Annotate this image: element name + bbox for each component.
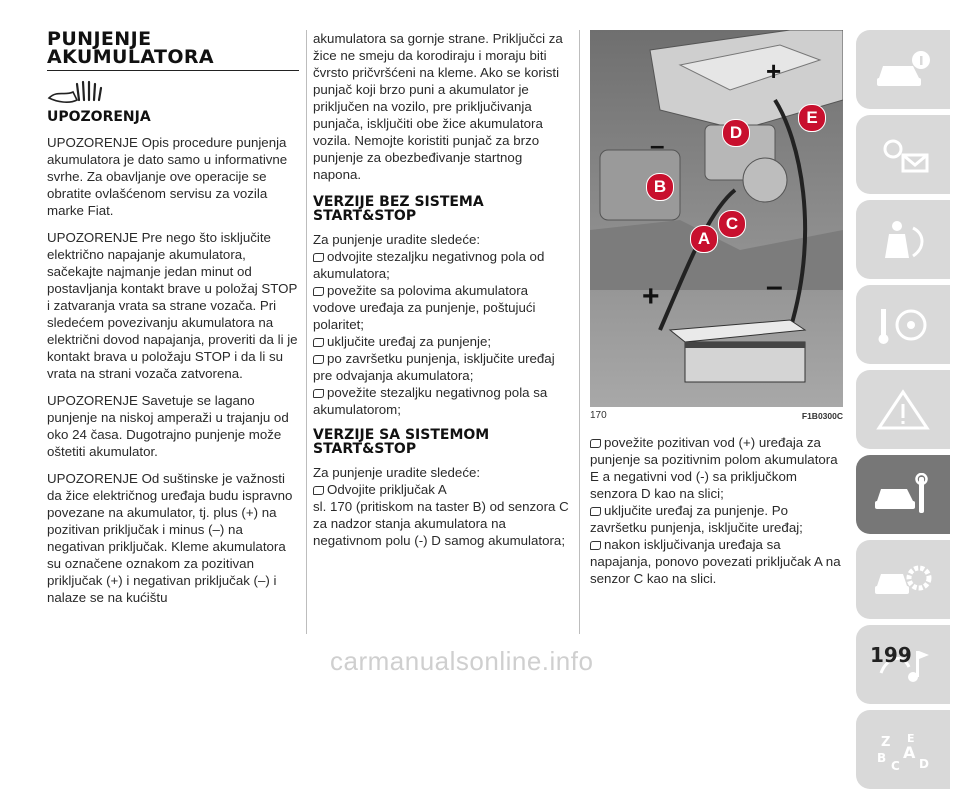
plus-sign: +: [642, 280, 660, 313]
svg-text:A: A: [903, 742, 916, 762]
intro-with-start-stop: Za punjenje uradite sledeće:: [313, 465, 481, 480]
bullet-icon: [313, 253, 324, 262]
chapter-tabs: [856, 30, 950, 795]
tab-car-wrench[interactable]: [856, 455, 950, 534]
steps-with-start-stop: [590, 434, 843, 587]
list-item: povežite stezaljku negativnog pola sa akumulatorom;: [313, 385, 548, 417]
figure-code: F1B0300C: [801, 411, 843, 421]
list-item: uključite uređaj za punjenje;: [313, 333, 571, 350]
page-title: PUNJENJE AKUMULATORA: [47, 30, 299, 71]
car-info-icon: [873, 48, 933, 92]
car-wrench-icon: [873, 473, 933, 517]
warning-hand-icon: [47, 78, 111, 104]
svg-text:C: C: [891, 758, 900, 772]
svg-text:Z: Z: [881, 734, 891, 750]
column-divider-1: [306, 30, 307, 634]
warnings-heading: UPOZORENJA: [47, 109, 151, 125]
small-minus-sign: –: [650, 130, 665, 160]
left-column: [47, 30, 299, 606]
list-item: povežite pozitivan vod (+) uređaja za punjenje sa pozitivnim polom akumulatora E a negativni vod (-) sa priključkom senzora D kao na slici;: [590, 435, 838, 501]
bullet-icon: [313, 486, 324, 495]
engine-bay-illustration: [590, 30, 843, 407]
list-item: odvojite stezaljku negativnog pola od akumulatora;: [313, 249, 545, 281]
intro-without-start-stop: Za punjenje uradite sledeće:: [313, 232, 481, 247]
section-heading-with-start-stop: VERZIJE SA SISTEMOM START&STOP: [313, 427, 490, 457]
page-number: 199: [870, 643, 912, 667]
battery-charging-figure: [590, 30, 843, 407]
list-item: povežite sa polovima akumulatora vodove uređaja za punjenje, poštujući polaritet;: [313, 283, 536, 332]
tab-car-info[interactable]: [856, 30, 950, 109]
list-item: po završetku punjenja, isključite uređaj pre odvajanja akumulatora;: [313, 351, 555, 383]
bullet-icon: [313, 287, 324, 296]
bullet-icon: [313, 338, 324, 347]
watermark: carmanualsonline.info: [330, 646, 594, 676]
figure-number: 170: [590, 410, 607, 421]
bullet-icon: [590, 439, 601, 448]
warning-paragraph-3: UPOZORENJE Savetuje se lagano punjenje na niskoj amperaži u trajanju od oko 24 časa. Dugotrajno punjenje može oštetiti akumulator.: [47, 393, 289, 459]
middle-column: [313, 30, 571, 549]
label-e: E: [798, 104, 826, 132]
bullet-icon: [590, 541, 601, 550]
warning-triangle-icon: [873, 388, 933, 432]
alphabet-index-icon: [873, 728, 933, 772]
warning-paragraph-4: UPOZORENJE Od suštinske je važnosti da žice električnog uređaja budu ispravno povezane na akumulator, tj. plus (+) na pozitivan priključak i minus (–) na negativan priključak. Kleme akumulatora su označene oznakom za pozitivan priključak (+) i negativan priključak (–) i nalaze se na kućištu: [47, 471, 293, 605]
warning-paragraph-1: UPOZORENJE Opis procedure punjenja akumulatora je dato samo u informativne svrhe. Za obavljanje ove operacije se obratite ovlašćenom servisu za vozila marke Fiat.: [47, 135, 288, 218]
tab-warning[interactable]: [856, 370, 950, 449]
list-item: uključite uređaj za punjenje. Po završetku punjenja, isključite uređaj;: [590, 503, 803, 535]
svg-text:B: B: [877, 750, 887, 765]
column-divider-2: [579, 30, 580, 634]
bullet-icon: [590, 507, 601, 516]
dashboard-lights-icon: [873, 133, 933, 177]
section-heading-without-start-stop: VERZIJE BEZ SISTEMA START&STOP: [313, 194, 484, 224]
bullet-icon: [313, 355, 324, 364]
tab-alphabet-index[interactable]: [856, 710, 950, 789]
list-item: nakon isključivanja uređaja sa napajanja, ponovo povezati priključak A na senzor C kao na slici.: [590, 537, 841, 586]
bullet-icon: [313, 389, 324, 398]
figure-caption: [590, 410, 843, 422]
minus-sign: –: [766, 270, 783, 303]
svg-text:D: D: [919, 756, 929, 771]
svg-text:E: E: [907, 731, 915, 745]
tab-key-steering[interactable]: [856, 285, 950, 364]
steps-without-start-stop: [313, 248, 571, 418]
seatbelt-airbag-icon: [873, 218, 933, 262]
tab-seatbelt-airbag[interactable]: [856, 200, 950, 279]
small-plus-sign: +: [766, 56, 782, 86]
warning-paragraph-4-continued: akumulatora sa gornje strane. Priključci za žice ne smeju da korodiraju i moraju biti čvrsto pričvršćeni na kleme. Ako se koristi punjač koji brzo puni a akumulator je priključen na vozilo, pre priključivanja punjača, isključiti obe žice akumulatora vozila. Nemojte koristiti punjač za brzo punjenje za obezbeđivanje startnog napona.: [313, 31, 563, 182]
tab-gear-settings[interactable]: [856, 540, 950, 619]
warning-paragraph-2: UPOZORENJE Pre nego što isključite električno napajanje akumulatora, sačekajte najmanje jedan minut od postavljanja kontakt brave u položaj STOP i zatvaranja vrata sa strane vozača. Pri sledećem povezivanju akumulatora na električni dovod napajanja, proveriti da li je kontakt brava u položaju STOP i da li su vrata na strani vozača zatvorena.: [47, 230, 298, 381]
tab-dashboard-lights[interactable]: [856, 115, 950, 194]
label-b: B: [646, 173, 674, 201]
right-column: [590, 30, 843, 587]
label-a: A: [690, 225, 718, 253]
key-steering-icon: [873, 303, 933, 347]
label-c: C: [718, 210, 746, 238]
gear-settings-icon: [873, 558, 933, 602]
list-item: Odvojite priključak A sl. 170 (pritiskom na taster B) od senzora C za nadzor stanja akumulatora na negativnom polu (-) D samog akumulatora;: [313, 482, 569, 548]
label-d: D: [722, 119, 750, 147]
